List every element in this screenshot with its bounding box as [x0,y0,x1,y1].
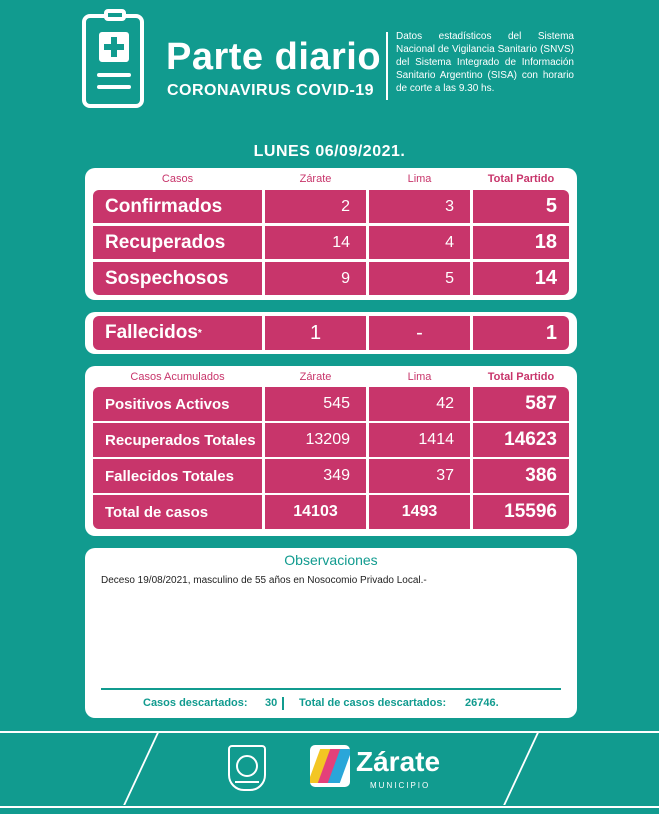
report-title: Parte diario [166,36,382,78]
total-value: 386 [473,459,569,493]
row-label [93,316,262,350]
header-description: Datos estadísticos del Sistema Nacional de Vigilancia Sanitario (SNVS) del Sistema Integrado de Información Sanitario Argentino (SISA) con horario de corte a las 9.30 hs. [396,31,574,94]
footer-slash-left [123,733,159,805]
lima-value: - [369,316,470,350]
col-header-zarate: Zárate [299,371,332,383]
footer-slash-right [503,733,539,805]
row-label: Positivos Activos [93,387,262,421]
total-discarded-value: 26746. [465,697,499,709]
footer-line-top [0,731,659,733]
table-row-recovered [93,226,569,259]
table-row-deaths [93,316,569,350]
table-row-active [93,387,569,421]
col-header-total: Total Partido [487,173,555,185]
discarded-value: 30 [265,697,278,709]
col-header-lima: Lima [407,371,432,383]
zarate-value: 13209 [265,423,366,457]
deaths-footnote-mark: * [197,327,202,339]
daily-table-header [93,173,569,187]
footer-line-bottom [0,806,659,808]
header-divider [386,32,388,100]
total-value: 587 [473,387,569,421]
lima-value: 5 [369,262,470,295]
lima-value: 37 [369,459,470,493]
total-value: 5 [473,190,569,223]
total-value: 15596 [473,495,569,529]
discarded-separator [282,697,284,710]
zarate-value: 14 [265,226,366,259]
municipal-shield-icon [228,745,266,791]
observations-text: Deceso 19/08/2021, masculino de 55 años en Nosocomio Privado Local.- [101,575,427,586]
row-label: Recuperados Totales [93,423,262,457]
zarate-value: 2 [265,190,366,223]
total-value: 1 [473,316,569,350]
row-label: Confirmados [93,190,262,223]
lima-value: 1414 [369,423,470,457]
col-header-total: Total Partido [487,371,555,383]
table-row-confirmed [93,190,569,223]
zarate-value: 1 [265,316,366,350]
observations-title: Observaciones [284,552,378,568]
row-label: Total de casos [93,495,262,529]
row-label: Sospechosos [93,262,262,295]
table-row-total-cases [93,495,569,529]
lima-value: 4 [369,226,470,259]
clipboard-medical-icon [82,14,144,108]
brand-name: Zárate [356,746,441,777]
table-row-recovered-total [93,423,569,457]
table-row-deaths-total [93,459,569,493]
lima-value: 3 [369,190,470,223]
discarded-label: Casos descartados: [143,697,248,709]
zarate-value: 14103 [265,495,366,529]
zarate-value: 545 [265,387,366,421]
lima-value: 42 [369,387,470,421]
deaths-label: Fallecidos [105,322,198,343]
lima-value: 1493 [369,495,470,529]
report-subtitle: CORONAVIRUS COVID-19 [167,82,375,99]
row-label: Recuperados [93,226,262,259]
total-value: 18 [473,226,569,259]
observations-divider [101,688,561,690]
total-discarded-label: Total de casos descartados: [299,697,447,709]
observations-panel [85,548,577,718]
total-value: 14623 [473,423,569,457]
report-date: LUNES 06/09/2021. [253,143,406,160]
accumulated-table-header [93,371,569,385]
col-header-accumulated: Casos Acumulados [130,371,225,383]
zarate-value: 9 [265,262,366,295]
table-row-suspected [93,262,569,295]
daily-cases-table [85,168,577,300]
total-value: 14 [473,262,569,295]
col-header-lima: Lima [407,173,432,185]
col-header-zarate: Zárate [299,173,332,185]
row-label: Fallecidos Totales [93,459,262,493]
accumulated-cases-table [85,366,577,536]
deaths-table [85,312,577,354]
brand-subtitle: MUNICIPIO [370,781,431,790]
zarate-logo-icon [310,745,350,787]
col-header-cases: Casos [161,173,194,185]
zarate-value: 349 [265,459,366,493]
